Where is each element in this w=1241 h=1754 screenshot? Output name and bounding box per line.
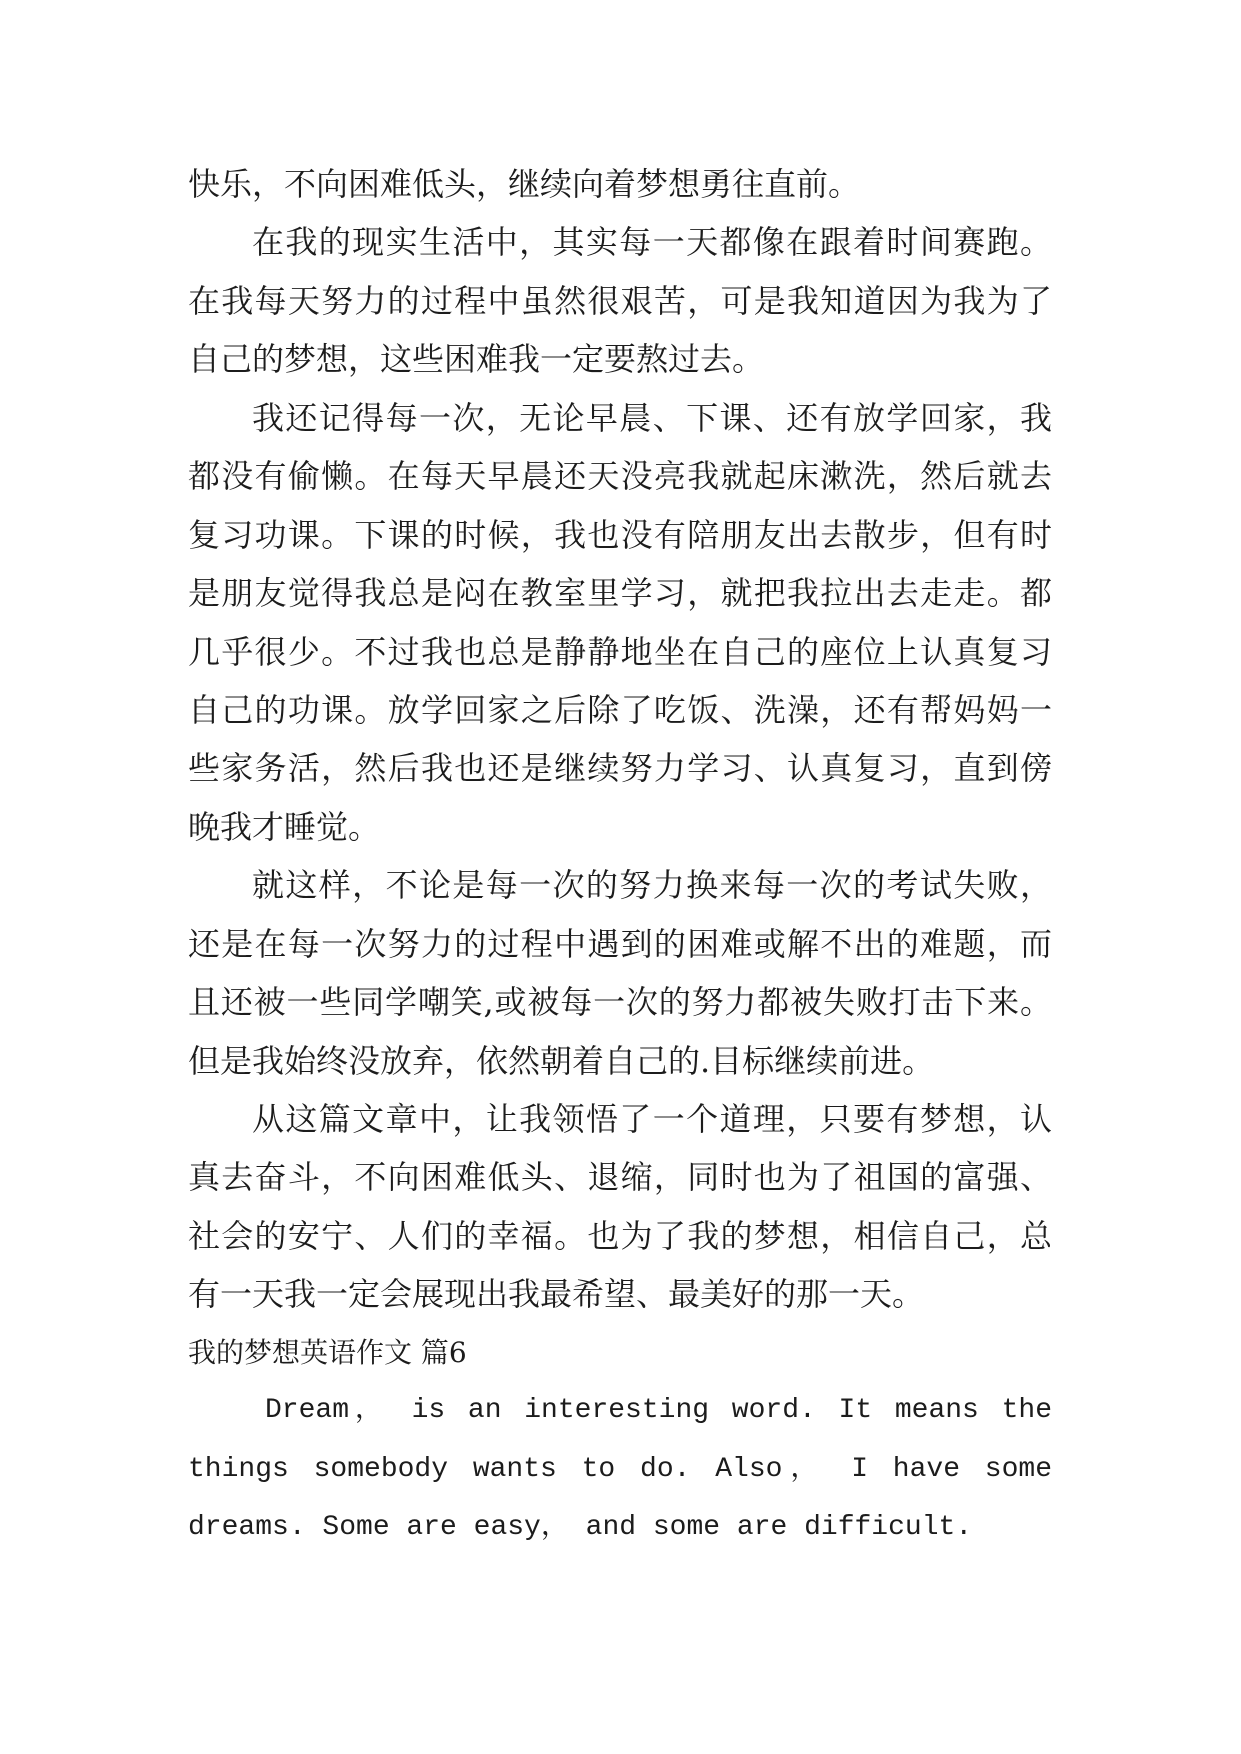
paragraph	[188, 1090, 1052, 1324]
paragraph	[188, 213, 1052, 388]
paragraph-line: 几乎很少。不过我也总是静静地坐在自己的座位上认真复习	[188, 632, 1052, 671]
paragraph-line: 真去奋斗，不向困难低头、退缩，同时也为了祖国的富强、	[188, 1158, 1052, 1197]
paragraph-line: 但是我始终没放弃，依然朝着自己的.目标继续前进。	[188, 1041, 935, 1080]
paragraph-line: 从这篇文章中，让我领悟了一个道理，只要有梦想，认	[252, 1100, 1052, 1138]
document-body	[188, 155, 1052, 1558]
paragraph-line: 有一天我一定会展现出我最希望、最美好的那一天。	[188, 1275, 925, 1314]
paragraph	[188, 389, 1052, 857]
paragraph	[188, 856, 1052, 1090]
paragraph-line: 还是在每一次努力的过程中遇到的困难或解不出的难题，而	[188, 924, 1052, 963]
section-heading: 我的梦想英语作文 篇6	[188, 1335, 467, 1369]
paragraph-line: 些家务活，然后我也还是继续努力学习、认真复习，直到傍	[188, 749, 1052, 788]
english-line: Dream， is an interesting word. It means the	[265, 1395, 1052, 1427]
english-line: things somebody wants to do. Also， I have some	[188, 1453, 1052, 1485]
paragraph-line: 复习功课。下课的时候，我也没有陪朋友出去散步，但有时	[188, 515, 1052, 554]
english-paragraph	[188, 1382, 1052, 1557]
paragraph-line: 在我的现实生活中，其实每一天都像在跟着时间赛跑。	[252, 223, 1052, 262]
paragraph-line: 在我每天努力的过程中虽然很艰苦，可是我知道因为我为了	[188, 281, 1052, 320]
paragraph-line: 就这样，不论是每一次的努力换来每一次的考试失败，	[252, 866, 1052, 905]
paragraph-line: 且还被一些同学嘲笑,或被每一次的努力都被失败打击下来。	[188, 983, 1052, 1022]
continued-line: 快乐，不向困难低头，继续向着梦想勇往直前。	[188, 165, 861, 203]
paragraph-line: 自己的梦想，这些困难我一定要熬过去。	[188, 340, 765, 379]
paragraph-line: 是朋友觉得我总是闷在教室里学习，就把我拉出去走走。都	[188, 574, 1052, 613]
paragraph-line: 社会的安宁、人们的幸福。也为了我的梦想，相信自己，总	[188, 1216, 1052, 1255]
paragraph-line: 自己的功课。放学回家之后除了吃饭、洗澡，还有帮妈妈一	[188, 690, 1052, 729]
paragraph-line: 我还记得每一次，无论早晨、下课、还有放学回家，我	[252, 398, 1052, 437]
paragraph-line: 都没有偷懒。在每天早晨还天没亮我就起床漱洗，然后就去	[188, 457, 1052, 496]
paragraph-line: 晚我才睡觉。	[188, 807, 381, 846]
english-line: dreams. Some are easy， and some are difficult.	[188, 1512, 973, 1544]
